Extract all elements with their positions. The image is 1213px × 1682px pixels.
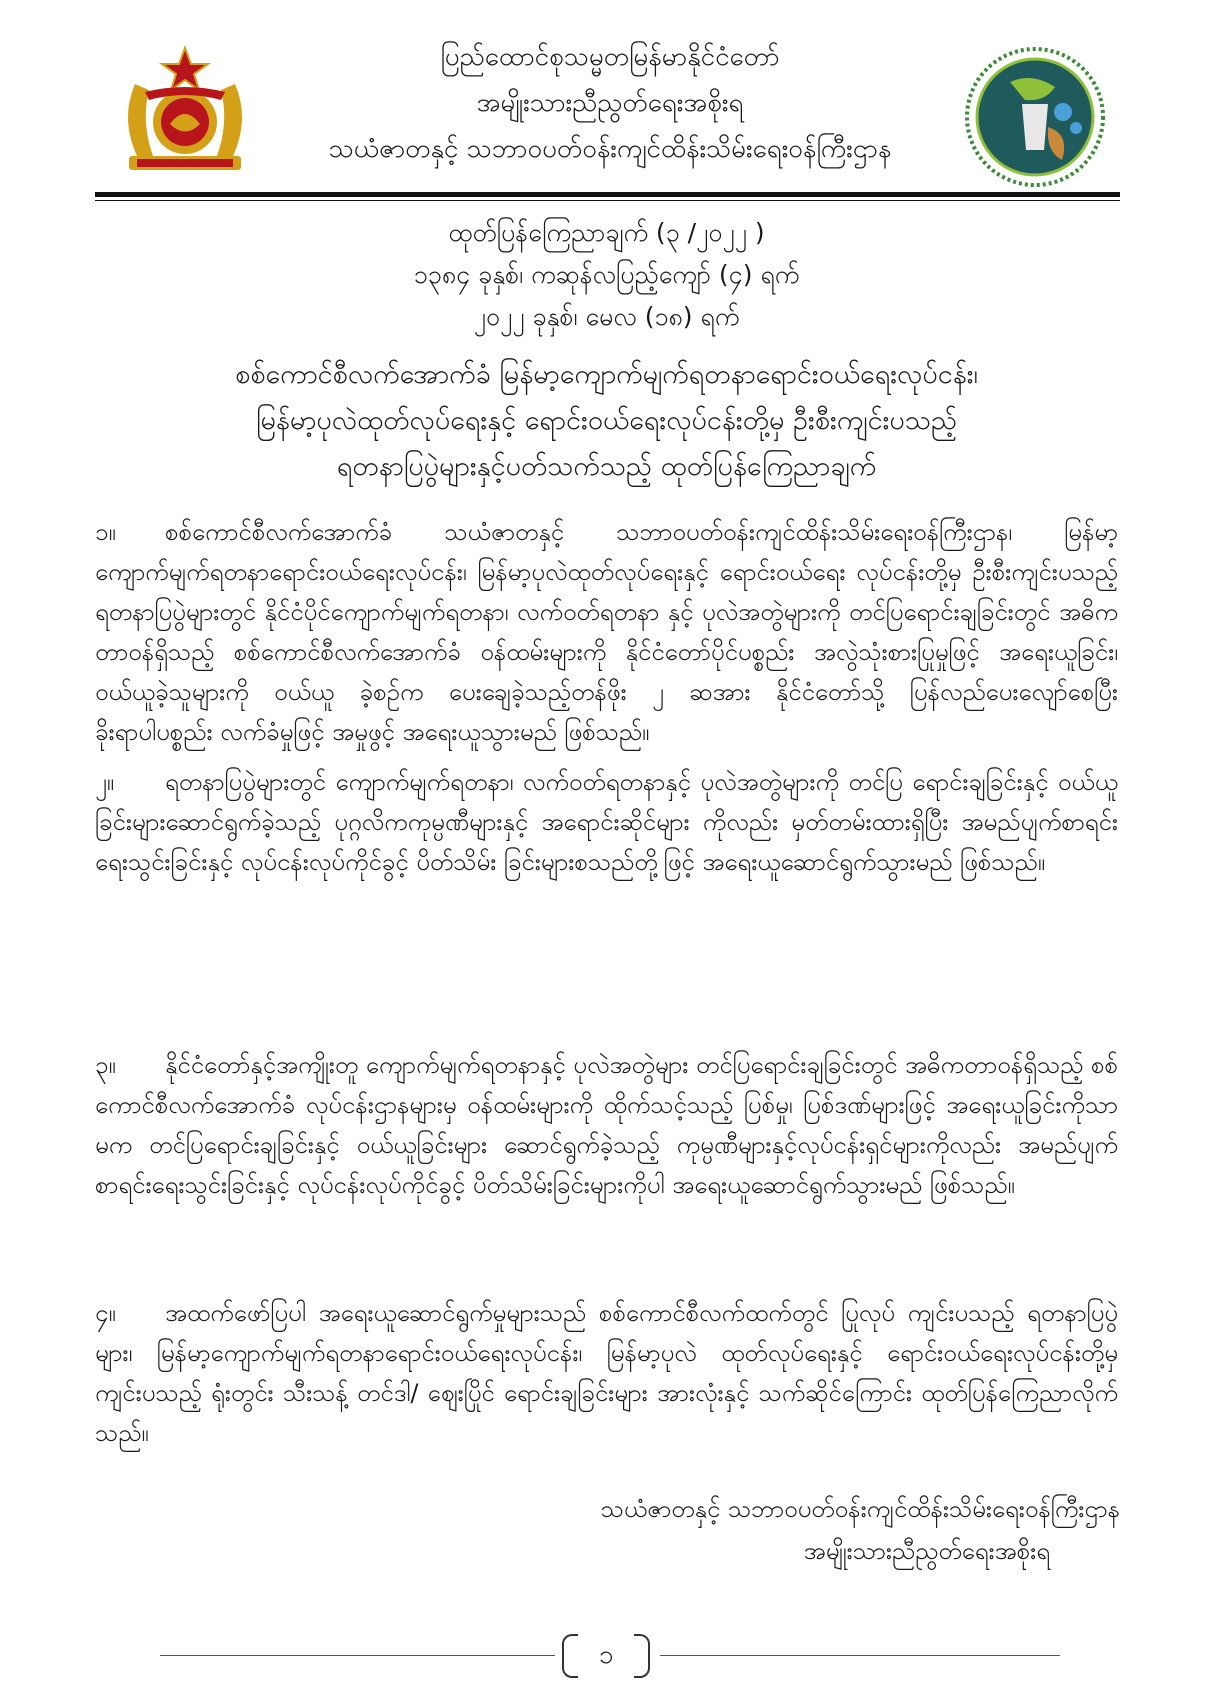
paragraph-text: နိုင်ငံတော်နှင့်အကျိုးတူ ကျောက်မျက်ရတနာနှင့် ပုလဲအတွဲများ တင်ပြရောင်းချခြင်းတွင် အဓိကတာဝန်ရှိသည့် စစ်ကောင်စီလက်အောက်ခံ လုပ်ငန်းဌာနများမှ ဝန်ထမ်းများကို ထိုက်သင့်သည့် ပြစ်မှု၊ ပြစ်ဒဏ်များဖြင့် အရေးယူခြင်းကိုသာမက တင်ပြရောင်းချခြင်းနှင့် ဝယ်ယူခြင်းများ ဆောင်ရွက်ခဲ့သည့် ကုမ္ပဏီများနှင့်လုပ်ငန်းရှင်များကိုလည်း အမည်ပျက်စာရင်းရေးသွင်းခြင်းနှင့် လုပ်ငန်းလုပ်ကိုင်ခွင့် ပိတ်သိမ်းခြင်းများကိုပါ အရေးယူဆောင်ရွက်သွားမည် ဖြစ်သည်။ — [95, 1051, 1118, 1199]
page-number-box — [558, 1630, 654, 1680]
letterhead — [0, 30, 1213, 190]
date-myanmar: ၁၃၈၄ ခုနှစ်၊ ကဆုန်လပြည့်ကျော် (၄) ရက် — [413, 260, 800, 289]
document-title — [120, 352, 1093, 490]
paragraph-3 — [95, 1045, 1118, 1205]
title-line-2: မြန်မာ့ပုလဲထုတ်လုပ်ရေးနှင့် ရောင်းဝယ်ရေးလုပ်ငန်းတို့မှ ဦးစီးကျင်းပသည့် — [255, 405, 958, 436]
paragraph-text: အထက်ဖော်ပြပါ အရေးယူဆောင်ရွက်မှုများသည် စစ်ကောင်စီလက်ထက်တွင် ပြုလုပ် ကျင်းပသည့် ရတနာပြပွဲများ၊ မြန်မာ့ကျောက်မျက်ရတနာရောင်းဝယ်ရေးလုပ်ငန်း၊ မြန်မာ့ပုလဲ ထုတ်လုပ်ရေးနှင့် ရောင်းဝယ်ရေးလုပ်ငန်းတို့မှ ကျင်းပသည့် ရုံးတွင်း သီးသန့် တင်ဒါ/ ဈေးပြိုင် ရောင်းချခြင်းများ အားလုံးနှင့် သက်ဆိုင်ကြောင်း ထုတ်ပြန်ကြေညာလိုက်သည်။ — [95, 1299, 1118, 1447]
header-divider-thin — [95, 200, 1120, 201]
page-number: ၁ — [598, 1640, 614, 1670]
header-divider-thick — [95, 192, 1120, 197]
date-gregorian: ၂၀၂၂ ခုနှစ်၊ မေလ (၁၈) ရက် — [473, 302, 740, 331]
paragraph-number: ၄။ — [95, 1299, 116, 1327]
state-emblem-icon — [115, 44, 255, 179]
title-line-1: စစ်ကောင်စီလက်အောက်ခံ မြန်မာ့ကျောက်မျက်ရတနာရောင်းဝယ်ရေးလုပ်ငန်း၊ — [235, 359, 978, 390]
release-number: ထုတ်ပြန်ကြေညာချက် (၃ /၂၀၂၂ ) — [448, 218, 765, 247]
ministry-logo-icon — [960, 42, 1110, 192]
footer-rule-right — [660, 1655, 1060, 1656]
paragraph-2 — [95, 762, 1118, 882]
paragraph-text: ရတနာပြပွဲများတွင် ကျောက်မျက်ရတနာ၊ လက်ဝတ်ရတနာနှင့် ပုလဲအတွဲများကို တင်ပြ ရောင်းချခြင်းနှင့် ဝယ်ယူခြင်းများဆောင်ရွက်ခဲ့သည့် ပုဂ္ဂလိကကုမ္ပဏီများနှင့် အရောင်းဆိုင်များ ကိုလည်း မှတ်တမ်းထားရှိပြီး အမည်ပျက်စာရင်းရေးသွင်းခြင်းနှင့် လုပ်ငန်းလုပ်ကိုင်ခွင့် ပိတ်သိမ်း ခြင်းများစသည်တို့ဖြင့် အရေးယူဆောင်ရွက်သွားမည် ဖြစ်သည်။ — [95, 768, 1118, 876]
paragraph-1 — [95, 512, 1118, 752]
paragraph-text: စစ်ကောင်စီလက်အောက်ခံ သယံဇာတနှင့် သဘာဝပတ်ဝန်းကျင်ထိန်းသိမ်းရေးဝန်ကြီးဌာန၊ မြန်မာ့ကျောက်မျက်ရတနာရောင်းဝယ်ရေးလုပ်ငန်း၊ မြန်မာ့ပုလဲထုတ်လုပ်ရေးနှင့် ရောင်းဝယ်ရေး လုပ်ငန်းတို့မှ ဦးစီးကျင်းပသည့် ရတနာပြပွဲများတွင် နိုင်ငံပိုင်ကျောက်မျက်ရတနာ၊ လက်ဝတ်ရတနာ နှင့် ပုလဲအတွဲများကို တင်ပြရောင်းချခြင်းတွင် အဓိကတာဝန်ရှိသည့် စစ်ကောင်စီလက်အောက်ခံ ဝန်ထမ်းများကို နိုင်ငံတော်ပိုင်ပစ္စည်း အလွဲသုံးစားပြုမှုဖြင့် အရေးယူခြင်း၊ ဝယ်ယူခဲ့သူများကို ဝယ်ယူ ခဲ့စဉ်က ပေးချေခဲ့သည့်တန်ဖိုး ၂ ဆအား နိုင်ငံတော်သို့ ပြန်လည်ပေးလျော်စေပြီး ခိုးရာပါပစ္စည်း လက်ခံမှုဖြင့် အမှုဖွင့် အရေးယူသွားမည် ဖြစ်သည်။ — [95, 518, 1118, 746]
footer-rule-left — [160, 1655, 555, 1656]
release-meta — [170, 212, 1043, 338]
left-brace-icon — [562, 1634, 578, 1678]
government-name: အမျိုးသားညီညွတ်ရေးအစိုးရ — [476, 88, 744, 118]
signature-block — [480, 1488, 1120, 1572]
signature-ministry: သယံဇာတနှင့် သဘာဝပတ်ဝန်းကျင်ထိန်းသိမ်းရေးဝန်ကြီးဌာန — [600, 1495, 1120, 1523]
ministry-name: သယံဇာတနှင့် သဘာဝပတ်ဝန်းကျင်ထိန်းသိမ်းရေးဝန်ကြီးဌာန — [328, 134, 892, 164]
page-footer — [0, 1630, 1213, 1680]
paragraph-number: ၃။ — [95, 1051, 116, 1079]
country-name: ပြည်ထောင်စုသမ္မတမြန်မာနိုင်ငံတော် — [440, 42, 780, 72]
letterhead-text — [270, 34, 950, 172]
paragraph-4 — [95, 1293, 1118, 1453]
paragraph-number: ၁။ — [95, 518, 116, 546]
signature-government: အမျိုးသားညီညွတ်ရေးအစိုးရ — [803, 1537, 1050, 1565]
paragraph-number: ၂။ — [95, 768, 115, 796]
title-line-3: ရတနာပြပွဲများနှင့်ပတ်သက်သည့် ထုတ်ပြန်ကြေညာချက် — [336, 451, 877, 482]
right-brace-icon — [634, 1634, 650, 1678]
